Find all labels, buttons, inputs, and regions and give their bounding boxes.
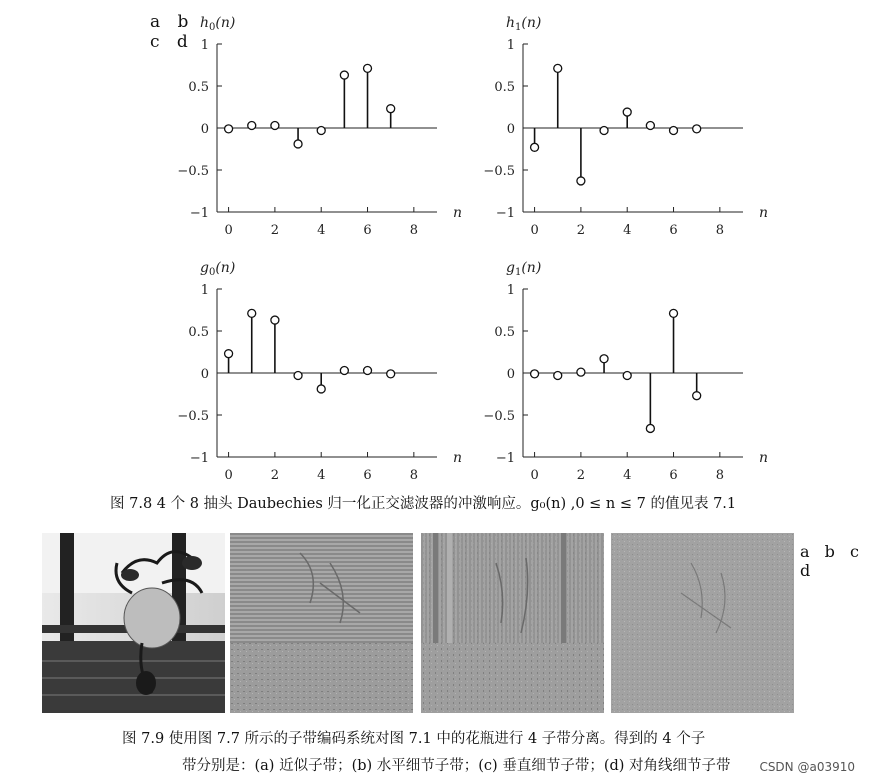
y-tick-label: 0 <box>506 122 515 137</box>
x-tick-label: 4 <box>317 468 326 483</box>
stem-marker <box>317 385 325 393</box>
chart-title: $h_0(n)$ <box>200 15 236 33</box>
y-tick-label: −1 <box>495 206 515 221</box>
figure-7-9-panel-letters: a b c d <box>800 542 864 580</box>
y-tick-label: 1 <box>506 38 515 53</box>
y-tick-label: 0.5 <box>494 80 515 95</box>
stem-marker <box>531 143 539 151</box>
stem-marker <box>577 368 585 376</box>
chart-title: $g_0(n)$ <box>200 260 236 278</box>
y-tick-label: 1 <box>200 283 209 298</box>
x-tick-label: 6 <box>363 223 372 238</box>
stem-marker <box>646 121 654 129</box>
y-tick-label: 0 <box>506 367 515 382</box>
y-tick-label: −1 <box>189 451 209 466</box>
stem-marker <box>340 366 348 374</box>
x-tick-label: 2 <box>576 223 586 238</box>
panel-letters-row2: c d <box>150 32 194 52</box>
chart-0 <box>177 15 462 238</box>
y-tick-label: −1 <box>189 206 209 221</box>
stem-marker <box>271 316 279 324</box>
stem-marker <box>317 127 325 135</box>
y-tick-label: −0.5 <box>177 164 209 179</box>
stem-marker <box>693 392 701 400</box>
x-tick-label: 0 <box>530 468 539 483</box>
y-tick-label: 1 <box>506 283 515 298</box>
vertical-detail-subband-image <box>421 533 604 713</box>
stem-marker <box>340 71 348 79</box>
stem-marker <box>364 64 372 72</box>
x-tick-label: 6 <box>669 223 678 238</box>
y-tick-label: 0 <box>200 367 209 382</box>
y-tick-label: 0.5 <box>188 80 209 95</box>
stem-marker <box>248 121 256 129</box>
stem-marker <box>364 366 372 374</box>
stem-marker <box>225 350 233 358</box>
y-tick-label: 0 <box>200 122 209 137</box>
y-tick-label: −0.5 <box>483 409 515 424</box>
stem-marker <box>670 309 678 317</box>
x-tick-label: 0 <box>224 223 233 238</box>
diagonal-detail-subband-image <box>611 533 794 713</box>
figure-7-9-caption-line2: 带分别是：(a) 近似子带；(b) 水平细节子带；(c) 垂直细节子带；(d) 对角线细节子带 <box>182 758 731 774</box>
x-tick-label: 8 <box>715 468 724 483</box>
stem-marker <box>387 105 395 113</box>
y-tick-label: −0.5 <box>177 409 209 424</box>
stem-marker <box>693 125 701 133</box>
x-tick-label: 6 <box>669 468 678 483</box>
x-tick-label: 2 <box>270 223 280 238</box>
stem-marker <box>600 355 608 363</box>
chart-title: $h_1(n)$ <box>506 15 542 33</box>
x-axis-label: n <box>453 205 463 221</box>
approximation-subband-image <box>42 533 225 713</box>
x-tick-label: 4 <box>317 223 326 238</box>
stem-marker <box>600 127 608 135</box>
horizontal-detail-subband-image <box>230 533 413 713</box>
x-tick-label: 2 <box>576 468 586 483</box>
stem-marker <box>577 177 585 185</box>
x-tick-label: 4 <box>623 223 632 238</box>
stem-marker <box>670 127 678 135</box>
x-tick-label: 8 <box>409 468 418 483</box>
x-tick-label: 0 <box>224 468 233 483</box>
panel-letters-row1: a b <box>150 12 195 32</box>
x-tick-label: 0 <box>530 223 539 238</box>
y-tick-label: −1 <box>495 451 515 466</box>
stem-marker <box>623 108 631 116</box>
chart-2 <box>177 260 462 483</box>
watermark: CSDN @a03910 <box>759 760 855 774</box>
x-axis-label: n <box>759 450 769 466</box>
chart-3 <box>483 260 768 483</box>
y-tick-label: 0.5 <box>188 325 209 340</box>
x-tick-label: 2 <box>270 468 280 483</box>
figure-7-9-caption-line1: 图 7.9 使用图 7.7 所示的子带编码系统对图 7.1 中的花瓶进行 4 子带分离。得到的 4 个子 <box>122 731 706 747</box>
stem-marker <box>387 370 395 378</box>
y-tick-label: −0.5 <box>483 164 515 179</box>
x-axis-label: n <box>759 205 769 221</box>
chart-1 <box>483 15 768 238</box>
x-tick-label: 8 <box>409 223 418 238</box>
stem-marker <box>554 64 562 72</box>
y-tick-label: 1 <box>200 38 209 53</box>
stem-marker <box>248 309 256 317</box>
stem-marker <box>225 125 233 133</box>
x-tick-label: 8 <box>715 223 724 238</box>
x-tick-label: 6 <box>363 468 372 483</box>
stem-marker <box>646 424 654 432</box>
stem-marker <box>623 372 631 380</box>
figure-7-8-caption: 图 7.8 4 个 8 抽头 Daubechies 归一化正交滤波器的冲激响应。g₀(n) ,0 ≤ n ≤ 7 的值见表 7.1 <box>110 496 737 512</box>
stem-marker <box>294 372 302 380</box>
stem-marker <box>271 121 279 129</box>
x-tick-label: 4 <box>623 468 632 483</box>
stem-marker <box>531 370 539 378</box>
x-axis-label: n <box>453 450 463 466</box>
stem-marker <box>554 372 562 380</box>
stem-marker <box>294 140 302 148</box>
chart-title: $g_1(n)$ <box>506 260 542 278</box>
y-tick-label: 0.5 <box>494 325 515 340</box>
